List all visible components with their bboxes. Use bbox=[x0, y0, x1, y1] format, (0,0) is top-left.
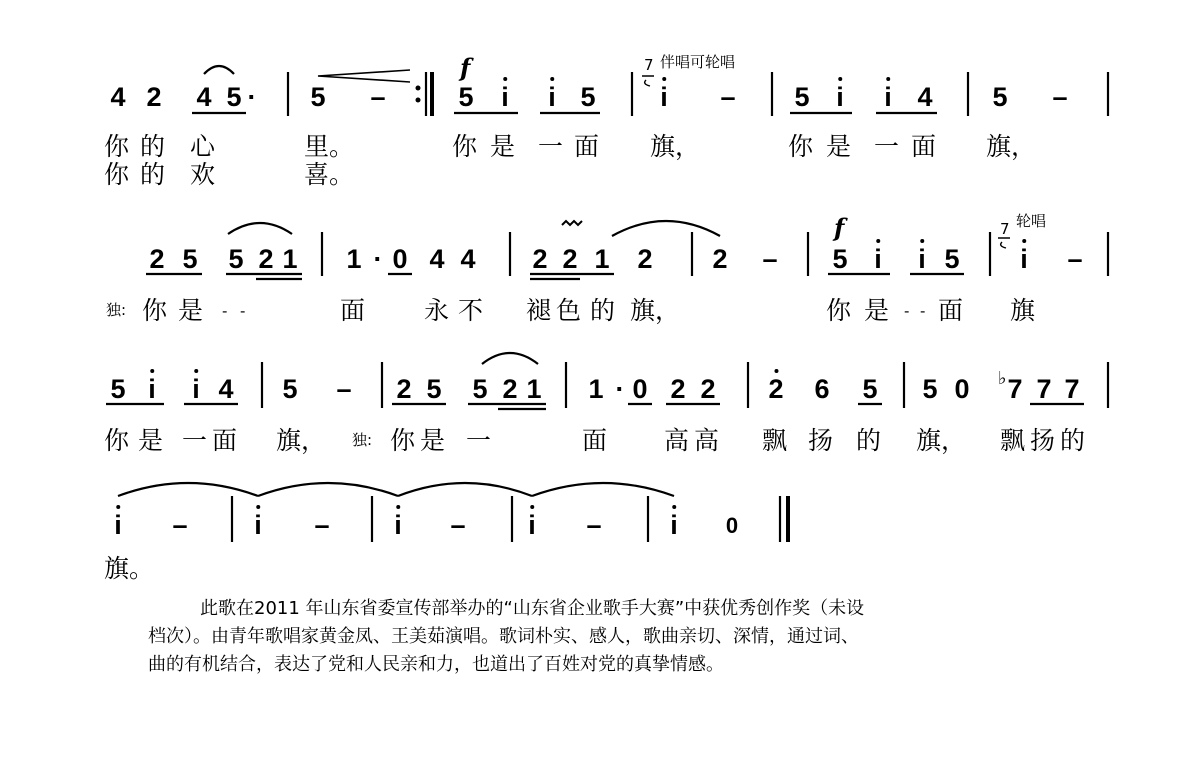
note: 5 bbox=[310, 82, 326, 112]
note-high: i bbox=[874, 244, 882, 274]
lyric: 面 bbox=[212, 426, 238, 455]
note: 4 bbox=[917, 82, 933, 112]
note-high: i bbox=[528, 510, 536, 540]
note: 5 bbox=[794, 82, 810, 112]
lyric: 面 bbox=[938, 296, 964, 325]
lyric: - bbox=[904, 302, 910, 320]
note: 0 bbox=[632, 374, 648, 404]
lyric: - bbox=[240, 302, 246, 320]
note-high: i bbox=[836, 82, 844, 112]
note: 5 bbox=[922, 374, 938, 404]
lyric: 旗， bbox=[650, 132, 701, 161]
note-high: i bbox=[884, 82, 892, 112]
tie bbox=[532, 483, 674, 496]
note: 5 bbox=[832, 244, 848, 274]
note: 5 bbox=[944, 244, 960, 274]
dash: – bbox=[336, 374, 352, 404]
annotation-text: 伴唱可轮唱 bbox=[660, 53, 736, 71]
annotation-text: 轮唱 bbox=[1016, 212, 1047, 230]
lyric: 你 bbox=[390, 426, 416, 455]
lyric: 你 bbox=[142, 296, 168, 325]
note: 5 bbox=[426, 374, 442, 404]
tie bbox=[258, 483, 398, 496]
note: 2 bbox=[396, 374, 412, 404]
note: 0 bbox=[392, 244, 408, 274]
lyric: - bbox=[222, 302, 228, 320]
note: 2 bbox=[149, 244, 165, 274]
note: 1 bbox=[282, 244, 298, 274]
lyric: 的 bbox=[140, 132, 166, 161]
solo-marker: 独: bbox=[106, 301, 127, 319]
dash: – bbox=[1067, 244, 1083, 274]
note: 2 bbox=[670, 374, 686, 404]
fraction-numerator: 7 bbox=[644, 56, 654, 74]
note-line-1: 此歌在2011 年山东省委宣传部举办的“山东省企业歌手大赛”中获优秀创作奖（未设 bbox=[200, 598, 865, 619]
lyric: 是 bbox=[826, 132, 852, 161]
flat-sign: ♭ bbox=[998, 368, 1007, 389]
lyric: 飘 bbox=[762, 426, 788, 455]
slur bbox=[612, 221, 720, 236]
lyric: 旗， bbox=[986, 132, 1037, 161]
note-high: i bbox=[148, 374, 156, 404]
lyric: 一 bbox=[182, 426, 208, 455]
dash: – bbox=[720, 82, 736, 112]
lyric: 是 bbox=[178, 296, 204, 325]
lyric: 是 bbox=[864, 296, 890, 325]
note: 7 bbox=[1036, 374, 1052, 404]
note: 0 bbox=[954, 374, 970, 404]
note-line-2: 档次）。由青年歌唱家黄金凤、王美茹演唱。歌词朴实、感人，歌曲亲切、深情，通过词、 bbox=[148, 626, 859, 647]
note-high: i bbox=[394, 510, 402, 540]
note-high: i bbox=[192, 374, 200, 404]
lyric: 的 bbox=[856, 426, 882, 455]
lyric: 旗。 bbox=[104, 554, 155, 583]
lyric: 面 bbox=[582, 426, 608, 455]
note: 5 bbox=[458, 82, 474, 112]
lyric: 欢 bbox=[190, 160, 216, 189]
note-high: 2 bbox=[768, 374, 784, 404]
lyric: 面 bbox=[911, 132, 937, 161]
slur bbox=[482, 353, 538, 364]
note: 5 bbox=[862, 374, 878, 404]
note-high: i bbox=[1020, 244, 1028, 274]
hairpin bbox=[318, 70, 410, 82]
mordent bbox=[562, 221, 582, 225]
note: 1 bbox=[594, 244, 610, 274]
note: 2 bbox=[562, 244, 578, 274]
note: 5 bbox=[228, 244, 244, 274]
slur bbox=[204, 66, 234, 74]
dash: – bbox=[586, 510, 602, 540]
dot: · bbox=[615, 374, 625, 404]
lyric: 飘 bbox=[1000, 426, 1026, 455]
lyric: 喜。 bbox=[304, 160, 355, 189]
lyric: 面 bbox=[340, 296, 366, 325]
lyric: 的 bbox=[590, 296, 616, 325]
lyric: 旗 bbox=[1010, 296, 1036, 325]
note: 5 bbox=[580, 82, 596, 112]
dash: – bbox=[1052, 82, 1068, 112]
lyric: 高 bbox=[664, 426, 690, 455]
note-high: i bbox=[501, 82, 509, 112]
note: 5 bbox=[992, 82, 1008, 112]
note: 2 bbox=[637, 244, 653, 274]
note: 2 bbox=[712, 244, 728, 274]
lyric: 一 bbox=[466, 426, 492, 455]
lyric: 你 bbox=[788, 132, 814, 161]
lyric: 高 bbox=[694, 426, 720, 455]
lyric: 你 bbox=[104, 160, 130, 189]
lyric: 你 bbox=[104, 426, 130, 455]
lyric: 一 bbox=[874, 132, 900, 161]
lyric: 色 bbox=[556, 296, 582, 325]
lyric: 扬 bbox=[1030, 426, 1056, 455]
note: 4 bbox=[110, 82, 126, 112]
note-high: i bbox=[548, 82, 556, 112]
note: 5 bbox=[226, 82, 242, 112]
note: 1 bbox=[588, 374, 604, 404]
note: 7 bbox=[1007, 374, 1023, 404]
note: 4 bbox=[218, 374, 234, 404]
lyric: 旗， bbox=[276, 426, 327, 455]
lyric: 你 bbox=[104, 132, 130, 161]
dynamic-forte: f bbox=[460, 53, 471, 82]
dot: · bbox=[373, 244, 383, 274]
lyric: 不 bbox=[458, 296, 484, 325]
note: 6 bbox=[814, 374, 830, 404]
note: 2 bbox=[502, 374, 518, 404]
lyric: 扬 bbox=[808, 426, 834, 455]
tie bbox=[398, 483, 532, 496]
note-line-3: 曲的有机结合，表达了党和人民亲和力，也道出了百姓对党的真挚情感。 bbox=[148, 654, 724, 675]
note-high: i bbox=[670, 510, 678, 540]
bracket bbox=[645, 80, 650, 86]
lyric: 是 bbox=[138, 426, 164, 455]
note-high: i bbox=[660, 82, 668, 112]
note: 2 bbox=[146, 82, 162, 112]
note-high: i bbox=[114, 510, 122, 540]
lyric: 旗， bbox=[916, 426, 967, 455]
lyric: 心 bbox=[190, 132, 216, 161]
dash: – bbox=[370, 82, 386, 112]
note: 5 bbox=[110, 374, 126, 404]
slur bbox=[228, 223, 292, 234]
repeat-dot bbox=[416, 98, 421, 103]
lyric: 里。 bbox=[304, 132, 355, 161]
note: 1 bbox=[526, 374, 542, 404]
lyric: 是 bbox=[420, 426, 446, 455]
lyric: 你 bbox=[452, 132, 478, 161]
note-high: i bbox=[254, 510, 262, 540]
lyric: 一 bbox=[538, 132, 564, 161]
solo-marker: 独: bbox=[352, 431, 373, 449]
note: 1 bbox=[346, 244, 362, 274]
lyric: 是 bbox=[490, 132, 516, 161]
bracket bbox=[1001, 242, 1006, 248]
lyric: 面 bbox=[574, 132, 600, 161]
dash: – bbox=[314, 510, 330, 540]
rest-note: 0 bbox=[725, 513, 739, 538]
note: 2 bbox=[532, 244, 548, 274]
lyric: 褪 bbox=[526, 296, 552, 325]
note: 2 bbox=[258, 244, 274, 274]
note: 5 bbox=[472, 374, 488, 404]
note: 5 bbox=[282, 374, 298, 404]
lyric: 你 bbox=[826, 296, 852, 325]
lyric: 永 bbox=[424, 296, 450, 325]
note: 5 bbox=[182, 244, 198, 274]
note: 4 bbox=[429, 244, 445, 274]
note: 2 bbox=[700, 374, 716, 404]
dash: – bbox=[762, 244, 778, 274]
lyric: 的 bbox=[140, 160, 166, 189]
fraction-numerator: 7 bbox=[1000, 220, 1010, 238]
note: 7 bbox=[1064, 374, 1080, 404]
lyric: - bbox=[920, 302, 926, 320]
dot: · bbox=[247, 82, 257, 112]
note: 4 bbox=[460, 244, 476, 274]
note-high: i bbox=[918, 244, 926, 274]
note: 4 bbox=[196, 82, 212, 112]
dynamic-forte: f bbox=[834, 213, 845, 242]
dash: – bbox=[450, 510, 466, 540]
tie bbox=[118, 483, 258, 496]
lyric: 旗， bbox=[630, 296, 681, 325]
repeat-dot bbox=[416, 86, 421, 91]
lyric: 的 bbox=[1060, 426, 1086, 455]
dash: – bbox=[172, 510, 188, 540]
